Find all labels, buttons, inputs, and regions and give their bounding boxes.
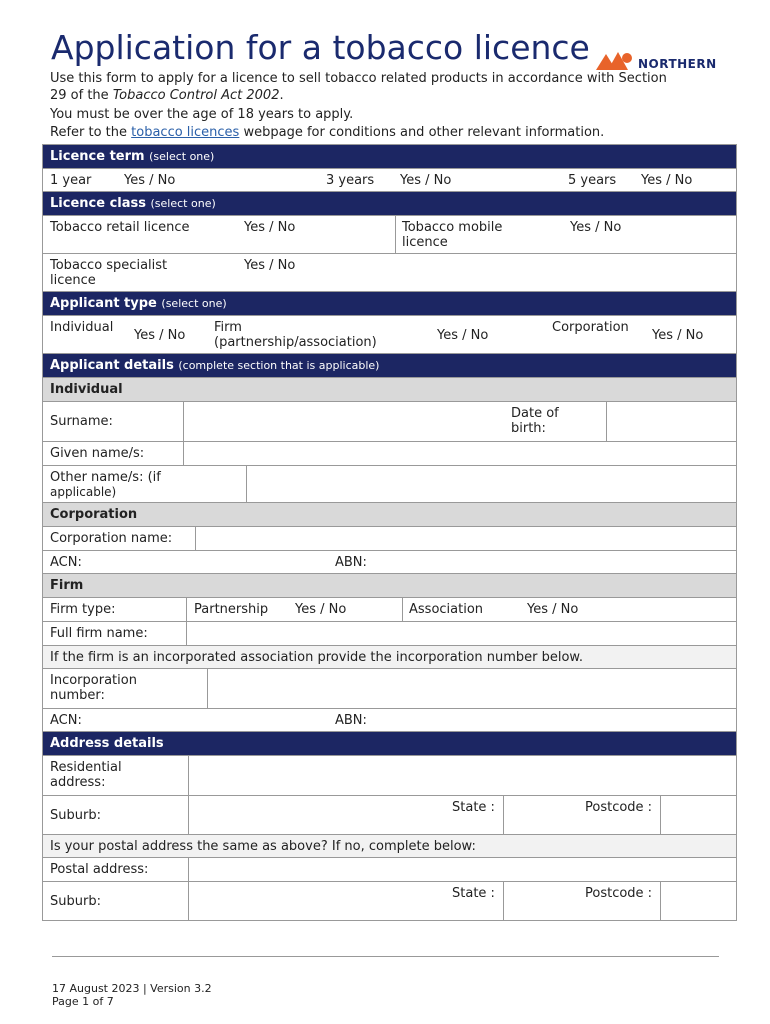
full-firm-name-input[interactable] [186,622,736,645]
northern-territory-logo [596,48,720,70]
page-title: Application for a tobacco licence [51,28,590,67]
footer-divider [52,956,719,957]
intro-line-2: 29 of the Tobacco Control Act 2002. [50,88,284,103]
dob-input[interactable] [606,402,736,441]
corporation-acn-label: ACN: [50,555,82,570]
residential-suburb-row [43,796,736,835]
footer-page-number: Page 1 of 7 [52,995,114,1008]
intro-line-3: You must be over the age of 18 years to apply. [50,107,354,122]
postal-suburb-row [43,882,736,920]
postal-state-input[interactable] [503,882,580,920]
partnership-yes-no[interactable]: Yes / No [295,602,347,617]
corporation-abn-label: ABN: [335,555,367,570]
specialist-licence-label: Tobacco specialist licence [50,258,168,288]
firm-type-label: Firm type: [50,602,116,617]
residential-postcode-input[interactable] [660,796,736,834]
postal-question: Is your postal address the same as above? If no, complete below: [50,839,476,854]
term-1-year-yes-no[interactable]: Yes / No [124,173,176,188]
postal-address-label: Postal address: [50,862,149,877]
corporation-label: Corporation [552,320,629,335]
residential-address-input[interactable] [188,756,736,795]
term-1-year: 1 year [50,173,92,188]
application-form [42,144,737,921]
specialist-licence-yes-no[interactable]: Yes / No [244,258,296,273]
term-3-years: 3 years [326,173,375,188]
postal-suburb-input[interactable] [188,882,446,920]
term-5-years: 5 years [568,173,617,188]
retail-licence-label: Tobacco retail licence [50,220,190,235]
incorporation-number-row [43,669,736,709]
firm-section: Firm [43,574,736,598]
corporation-yes-no[interactable]: Yes / No [652,328,704,343]
term-5-years-yes-no[interactable]: Yes / No [641,173,693,188]
tobacco-licences-link[interactable]: tobacco licences [131,125,240,140]
given-names-row [43,442,736,466]
individual-section: Individual [43,378,736,402]
corporation-acn-abn-row [43,551,736,574]
retail-licence-yes-no[interactable]: Yes / No [244,220,296,235]
licence-term-row [43,169,736,192]
mobile-licence-yes-no[interactable]: Yes / No [570,220,622,235]
firm-yes-no[interactable]: Yes / No [437,328,489,343]
full-firm-name-row [43,622,736,646]
corporation-name-row [43,527,736,551]
postal-postcode-input[interactable] [660,882,736,920]
address-details-header: Address details [43,732,736,756]
residential-address-label: Residential address: [50,760,122,790]
surname-row [43,402,736,442]
surname-label: Surname: [50,414,113,429]
given-names-input[interactable] [183,442,736,465]
other-names-input[interactable] [246,466,736,502]
postal-state-label: State : [452,886,495,901]
incorporation-number-input[interactable] [207,669,736,708]
term-3-years-yes-no[interactable]: Yes / No [400,173,452,188]
postal-suburb-label: Suburb: [50,894,101,909]
dob-label: Date of birth: [511,406,559,436]
residential-postcode-label: Postcode : [585,800,653,815]
incorporated-note-row [43,646,736,669]
residential-suburb-label: Suburb: [50,808,101,823]
corporation-name-input[interactable] [195,527,736,550]
firm-label: Firm (partnership/association) [214,320,377,350]
residential-state-label: State : [452,800,495,815]
partnership-label: Partnership [194,602,269,617]
footer-date-version: 17 August 2023 | Version 3.2 [52,982,212,995]
applicant-type-row [43,316,736,354]
firm-abn-label: ABN: [335,713,367,728]
incorporation-number-label: Incorporation number: [50,673,137,703]
logo-mark-icon [596,48,638,70]
postal-address-input[interactable] [188,858,736,881]
incorporated-note: If the firm is an incorporated association provide the incorporation number below. [50,650,584,665]
individual-label: Individual [50,320,114,335]
individual-yes-no[interactable]: Yes / No [134,328,186,343]
other-names-label: Other name/s: (if [50,470,161,485]
licence-class-row-2 [43,254,736,292]
applicant-details-header: Applicant details (complete section that is applicable) [43,354,736,378]
residential-address-row [43,756,736,796]
licence-class-header: Licence class (select one) [43,192,736,216]
other-names-note: applicable) [50,485,117,499]
association-label: Association [409,602,484,617]
firm-acn-label: ACN: [50,713,82,728]
intro-line-4: Refer to the tobacco licences webpage for conditions and other relevant information. [50,125,605,140]
firm-type-row [43,598,736,622]
postal-question-row [43,835,736,858]
full-firm-name-label: Full firm name: [50,626,148,641]
postal-address-row [43,858,736,882]
intro-line-1: Use this form to apply for a licence to sell tobacco related products in accordance with Section [50,71,667,86]
surname-input[interactable] [183,402,505,441]
residential-suburb-input[interactable] [188,796,446,834]
residential-state-input[interactable] [503,796,580,834]
corporation-name-label: Corporation name: [50,531,173,546]
footer [52,982,212,1008]
postal-postcode-label: Postcode : [585,886,653,901]
licence-class-row-1 [43,216,736,254]
corporation-section: Corporation [43,503,736,527]
mobile-licence-label: Tobacco mobile licence [402,220,503,250]
other-names-row [43,466,736,503]
given-names-label: Given name/s: [50,446,145,461]
firm-acn-abn-row [43,709,736,732]
association-yes-no[interactable]: Yes / No [527,602,579,617]
licence-term-header: Licence term (select one) [43,145,736,169]
applicant-type-header: Applicant type (select one) [43,292,736,316]
logo-text: NORTHERN [638,57,717,70]
